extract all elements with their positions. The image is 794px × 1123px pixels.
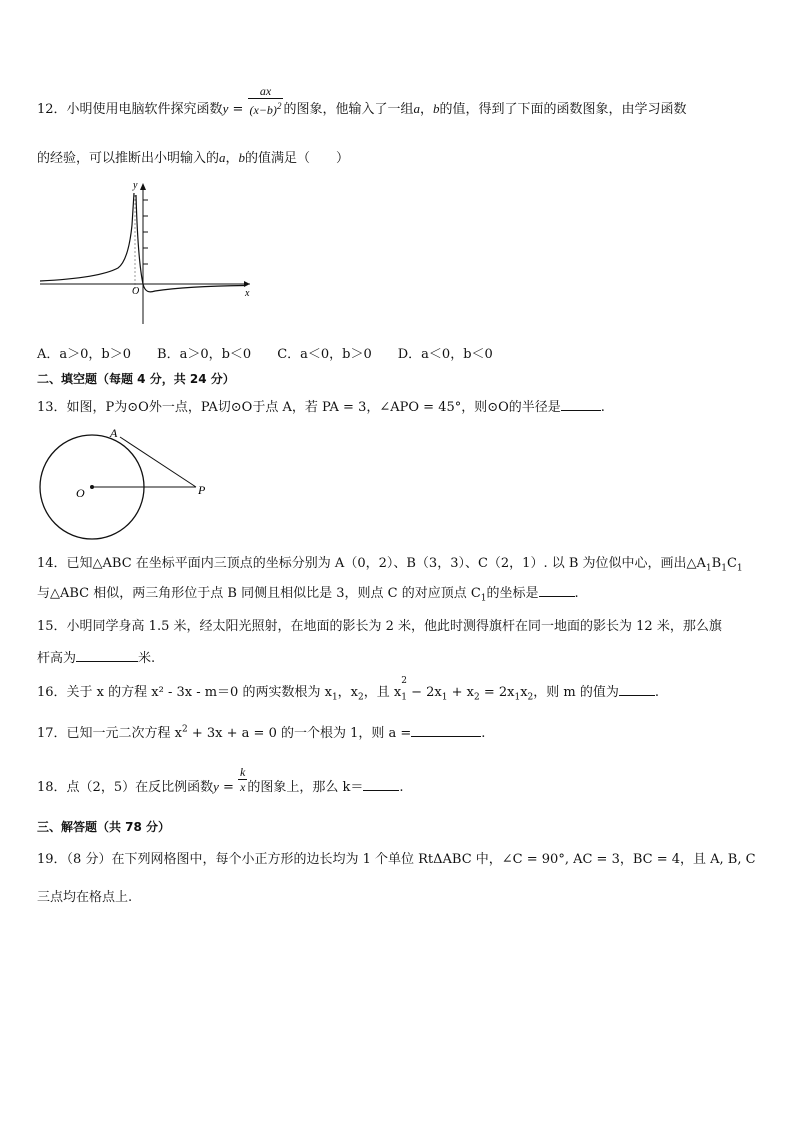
separator: ， bbox=[225, 151, 239, 166]
question-text: + 3x + a = 0 的一个根为 1，则 a = bbox=[187, 726, 412, 741]
answer-blank[interactable] bbox=[539, 584, 575, 597]
math-op: = bbox=[228, 102, 248, 117]
question-text: 14．已知△ABC 在坐标平面内三顶点的坐标分别为 A（0，2）、B（3，3）、C（2，1）. 以 B 为位似中心，画出△A bbox=[37, 556, 706, 571]
point-a-label: A bbox=[110, 426, 118, 440]
punctuation: . bbox=[399, 780, 404, 795]
subscript: 2 bbox=[473, 692, 480, 703]
option-d[interactable]: D．a＜0，b＜0 bbox=[397, 347, 493, 362]
subscript: 2 bbox=[527, 692, 534, 703]
fraction-denominator: x bbox=[240, 780, 246, 794]
section-heading-solutions: 三、解答题（共 78 分） bbox=[37, 820, 171, 834]
question-19-line-2: 三点均在格点上. bbox=[37, 890, 133, 905]
question-text: 的值，得到了下面的函数图象，由学习函数 bbox=[439, 102, 687, 117]
exponent: 2 bbox=[276, 101, 282, 111]
subscript: 1 bbox=[480, 593, 487, 604]
question-text: 18．点（2，5）在反比例函数 bbox=[37, 780, 214, 795]
separator: ， bbox=[419, 102, 433, 117]
subscript: 1 bbox=[401, 692, 407, 703]
subscript: 1 bbox=[331, 692, 338, 703]
option-c[interactable]: C．a＜0，b＞0 bbox=[277, 347, 372, 362]
subscript: 2 bbox=[358, 692, 364, 703]
question-text: ，x bbox=[337, 685, 359, 700]
y-axis-arrow bbox=[140, 183, 146, 190]
question-text: 小明使用电脑软件探究函数 bbox=[66, 102, 223, 117]
question-13 bbox=[37, 396, 605, 415]
punctuation: . bbox=[600, 400, 605, 415]
question-text: x bbox=[520, 685, 528, 700]
question-number: 12． bbox=[37, 102, 67, 117]
q12-options bbox=[37, 343, 493, 362]
question-text: − 2x bbox=[406, 685, 442, 700]
question-16 bbox=[37, 676, 659, 703]
point-o-label: O bbox=[76, 486, 85, 500]
math-var: a bbox=[219, 150, 226, 165]
question-text: 杆高为 bbox=[37, 651, 77, 666]
question-text: 与△ABC 相似，两三角形位于点 B 同侧且相似比是 3，则点 C 的对应顶点 C bbox=[37, 586, 481, 601]
punctuation: . bbox=[574, 586, 579, 601]
x1-squared bbox=[401, 676, 407, 703]
punctuation: . bbox=[481, 726, 486, 741]
question-18 bbox=[37, 765, 404, 795]
origin-label: O bbox=[132, 286, 140, 297]
fraction bbox=[238, 765, 247, 794]
exponent: 2 bbox=[401, 676, 407, 686]
y-ticks bbox=[143, 200, 148, 264]
subscript: 1 bbox=[514, 692, 521, 703]
answer-blank[interactable] bbox=[76, 649, 138, 662]
question-text: 13．如图，P为⊙O外一点，PA切⊙O于点 A，若 PA = 3，∠APO = 45°，则⊙O的半径是 bbox=[37, 400, 561, 415]
math-var: y bbox=[222, 101, 229, 116]
question-text: B bbox=[711, 556, 722, 571]
question-text: 的坐标是 bbox=[486, 586, 539, 601]
math-op: = bbox=[218, 780, 239, 795]
subscript: 1 bbox=[705, 563, 712, 574]
answer-blank[interactable] bbox=[561, 398, 601, 411]
question-15-line-2 bbox=[37, 647, 155, 666]
option-a[interactable]: A．a＞0，b＞0 bbox=[37, 347, 132, 362]
question-text: + x bbox=[447, 685, 474, 700]
answer-blank[interactable] bbox=[411, 724, 481, 737]
question-17 bbox=[37, 722, 485, 741]
answer-blank[interactable] bbox=[619, 683, 655, 696]
math-var: a bbox=[413, 101, 420, 116]
question-text: 米. bbox=[138, 651, 156, 666]
question-text: = 2x bbox=[479, 685, 515, 700]
question-text: 16．关于 x 的方程 x² - 3x - m＝0 的两实数根为 x bbox=[37, 685, 332, 700]
fraction-numerator: ax bbox=[259, 84, 272, 98]
subscript: 1 bbox=[736, 563, 743, 574]
punctuation: . bbox=[654, 685, 659, 700]
subscript: 1 bbox=[441, 692, 448, 703]
question-text: 的图象，他输入了一组 bbox=[283, 102, 414, 117]
answer-blank[interactable] bbox=[363, 778, 399, 791]
curve-right-branch bbox=[136, 195, 245, 292]
subscript: 1 bbox=[721, 563, 727, 574]
option-b[interactable]: B．a＞0，b＜0 bbox=[157, 347, 252, 362]
denominator-text: (x−b) bbox=[249, 103, 277, 117]
question-14-line-1 bbox=[37, 552, 743, 574]
question-text: 的经验，可以推断出小明输入的 bbox=[37, 151, 220, 166]
tangent-pa bbox=[120, 437, 196, 487]
point-p-label: P bbox=[198, 483, 206, 497]
curve-left-branch bbox=[40, 193, 134, 281]
math-var: b bbox=[238, 150, 246, 165]
question-15-line-1: 15．小明同学身高 1.5 米，经太阳光照射，在地面的影长为 2 米，他此时测得旗杆在同一地面的影长为 12 米，那么旗 bbox=[37, 619, 722, 634]
section-heading-fill-in: 二、填空题（每题 4 分，共 24 分） bbox=[37, 372, 235, 386]
exponent: 2 bbox=[182, 724, 188, 735]
math-var: y bbox=[213, 779, 219, 794]
question-text: 17．已知一元二次方程 x bbox=[37, 726, 183, 741]
math-var: b bbox=[432, 101, 440, 116]
question-text: 的值满足（ ） bbox=[245, 151, 350, 166]
question-text: 的图象上，那么 k＝ bbox=[247, 780, 364, 795]
question-14-line-2 bbox=[37, 582, 579, 604]
question-text: C bbox=[726, 556, 737, 571]
question-text: ，且 x bbox=[363, 685, 402, 700]
x-axis-label: x bbox=[245, 288, 250, 299]
question-text: ，则 m 的值为 bbox=[533, 685, 619, 700]
question-19-line-1: 19．（8 分）在下列网格图中，每个小正方形的边长均为 1 个单位 RtΔABC 中，∠C = 90°, AC = 3，BC = 4，且 A, B, C bbox=[37, 852, 756, 867]
fraction-numerator: k bbox=[240, 765, 246, 779]
y-axis-label: y bbox=[133, 180, 138, 191]
